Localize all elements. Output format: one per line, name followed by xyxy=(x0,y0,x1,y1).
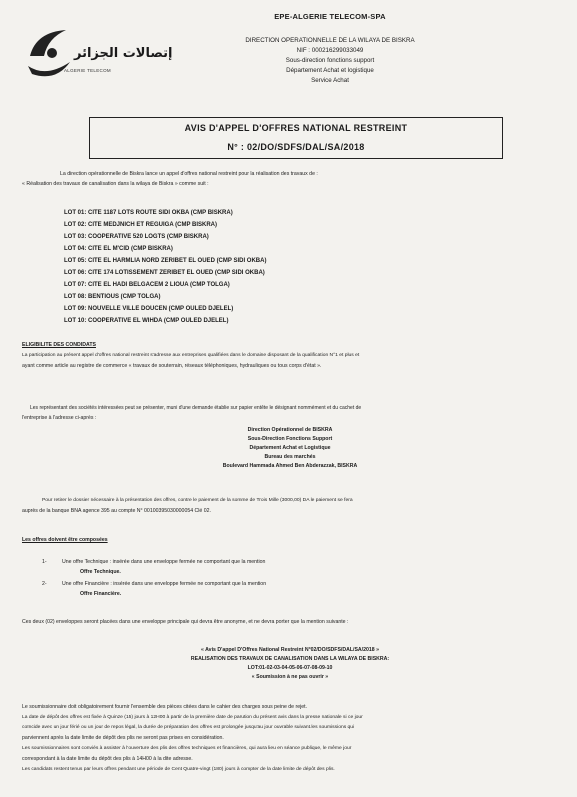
offer-technical-mention: Offre Technique. xyxy=(80,569,121,575)
envelopes-instruction: Ces deux (02) enveloppes seront placées dans une enveloppe principale qui devra être anonyme, et ne devra porter que la mention suivante : xyxy=(22,619,349,625)
mention-line: « Avis D'appel D'Offres National Restreint N°02/DO/SDFS/DAL/SA/2018 » xyxy=(201,647,379,653)
intro-line-1: La direction opérationnelle de Biskra lance un appel d'offres national restreint pour la réalisation des travaux de : xyxy=(60,171,318,177)
representatives-line-2: l'entreprise à l'adresse ci-après : xyxy=(22,415,97,421)
footer-line: correspondant à la date limite du dépôt des plis à 14H00 à la dite adresse. xyxy=(22,756,193,762)
lot-item: LOT 03: COOPERATIVE 520 LOGTS (CMP BISKRA) xyxy=(64,234,209,240)
footer-line: parviennent après la date limite de dépôt des plis ne seront pas prises en considération. xyxy=(22,735,224,741)
footer-line: Les candidats restent tenus par leurs offres pendant une période de Cent Quatre-vingt (180) jours à compter de la date limite de dépôt des plis. xyxy=(22,767,335,772)
company-name: EPE-ALGERIE TELECOM-SPA xyxy=(274,12,386,21)
offers-heading: Les offres doivent être composées xyxy=(22,537,108,543)
address-line: Sous-Direction Fonctions Support xyxy=(247,436,333,442)
withdrawal-line-1: Pour retirer le dossier nécessaire à la présentation des offres, contre le paiement de la somme de Trois Mille (3000,00) DA le paiement se fera xyxy=(42,498,353,503)
title-line-1: AVIS D'APPEL D'OFFRES NATIONAL RESTREINT xyxy=(184,123,408,133)
lot-item: LOT 04: CITE EL M'CID (CMP BISKRA) xyxy=(64,246,173,252)
title-line-2: N° : 02/DO/SDFS/DAL/SA/2018 xyxy=(227,142,365,152)
lot-item: LOT 07: CITE EL HADI BELGACEM 2 LIOUA (CMP TOLGA) xyxy=(64,282,230,288)
header-direction: DIRECTION OPERATIONNELLE DE LA WILAYA DE BISKRA xyxy=(245,37,415,44)
eligibility-line-2: ayant comme article au registre de commerce « travaux de souterrain, réseaux téléphoniques, hydrauliques ou tous corps d'état ». xyxy=(22,363,322,369)
eligibility-line-1: La participation au présent appel d'offres national restreint s'adresse aux entreprises qualifiées dans le domaine disposant de la qualification N°1 et plus et xyxy=(22,353,360,358)
footer-line: La date de dépôt des offres est fixée à Quinze (15) jours à 12H00 à partir de la première date de parution du présent avis dans la presse nationale si ce jour xyxy=(22,715,363,720)
offer-number: 1- xyxy=(42,559,47,565)
company-logo xyxy=(26,26,173,84)
lot-item: LOT 01: CITE 1187 LOTS ROUTE SIDI OKBA (CMP BISKRA) xyxy=(64,210,233,216)
offer-financial-mention: Offre Financière. xyxy=(80,591,122,597)
offer-technical-text: Une offre Technique : insérée dans une enveloppe fermée ne comportant que la mention xyxy=(62,559,266,565)
logo-arabic-text: إتصالات الجزائر xyxy=(74,46,173,61)
mention-line: REALISATION DES TRAVAUX DE CANALISATION DANS LA WILAYA DE BISKRA: xyxy=(190,656,390,662)
lot-item: LOT 09: NOUVELLE VILLE DOUCEN (CMP OULED DJELEL) xyxy=(64,306,234,312)
address-line: Boulevard Hammada Ahmed Ben Abderazzak, BISKRA xyxy=(222,463,358,469)
mention-line: « Soumission à ne pas ouvrir » xyxy=(251,674,329,680)
address-line: Département Achat et Logistique xyxy=(249,445,331,451)
header-service: Service Achat xyxy=(311,77,349,84)
lot-item: LOT 02: CITE MEDJNICH ET REGUIGA (CMP BISKRA) xyxy=(64,222,218,228)
header-sous-direction: Sous-direction fonctions support xyxy=(285,57,375,64)
header-departement: Département Achat et logistique xyxy=(286,67,374,74)
footer-line: Le soumissionnaire doit obligatoirement fournir l'ensemble des pièces citées dans le cahier des charges sous peine de rejet. xyxy=(22,704,308,710)
lot-item: LOT 05: CITE EL HARMLIA NORD ZERIBET EL OUED (CMP SIDI OKBA) xyxy=(64,258,267,264)
logo-latin-text: ALGERIE TELECOM xyxy=(64,68,111,73)
lot-item: LOT 06: CITE 174 LOTISSEMENT ZERIBET EL OUED (CMP SIDI OKBA) xyxy=(64,270,265,276)
mention-line: LOT:01-02-03-04-05-06-07-08-09-10 xyxy=(247,665,333,671)
header-nif: NIF : 000216299033049 xyxy=(296,47,364,54)
lot-item: LOT 10: COOPERATIVE EL WIHDA (CMP OULED DJELEL) xyxy=(64,318,229,324)
representatives-line-1: Les représentant des sociétés intéressées peut se présenter, muni d'une demande établie sur papier entête le désignant nommément et du cachet de xyxy=(30,405,362,411)
address-line: Direction Opérationnel de BISKRA xyxy=(247,427,333,433)
footer-line: coïncide avec un jour férié ou un jour de repos légal, la durée de préparation des offres est prolongée jusqu'au jour ouvrable suivant.les soumissions qui xyxy=(22,725,355,730)
withdrawal-line-2: auprès de la banque BNA agence 395 au compte N° 00100395030000054 Clé 02. xyxy=(22,508,211,514)
footer-line: Les soumissionnaires sont conviés à assister à l'ouverture des plis des offres techniques et financières, qui aura lieu en séance publique, le même jour xyxy=(22,746,352,751)
intro-line-2: « Réalisation des travaux de canalisation dans la wilaya de Biskra » comme suit : xyxy=(22,181,209,187)
eligibility-heading: ELIGIBILITE DES CONDIDATS xyxy=(22,342,96,348)
address-line: Bureau des marchés xyxy=(264,454,316,460)
lot-item: LOT 08: BENTIOUS (CMP TOLGA) xyxy=(64,294,161,300)
title-box xyxy=(89,117,503,159)
offer-financial-text: Une offre Financière : insérée dans une enveloppe fermée ne comportant que la mention xyxy=(62,581,267,587)
offer-number: 2- xyxy=(42,581,47,587)
